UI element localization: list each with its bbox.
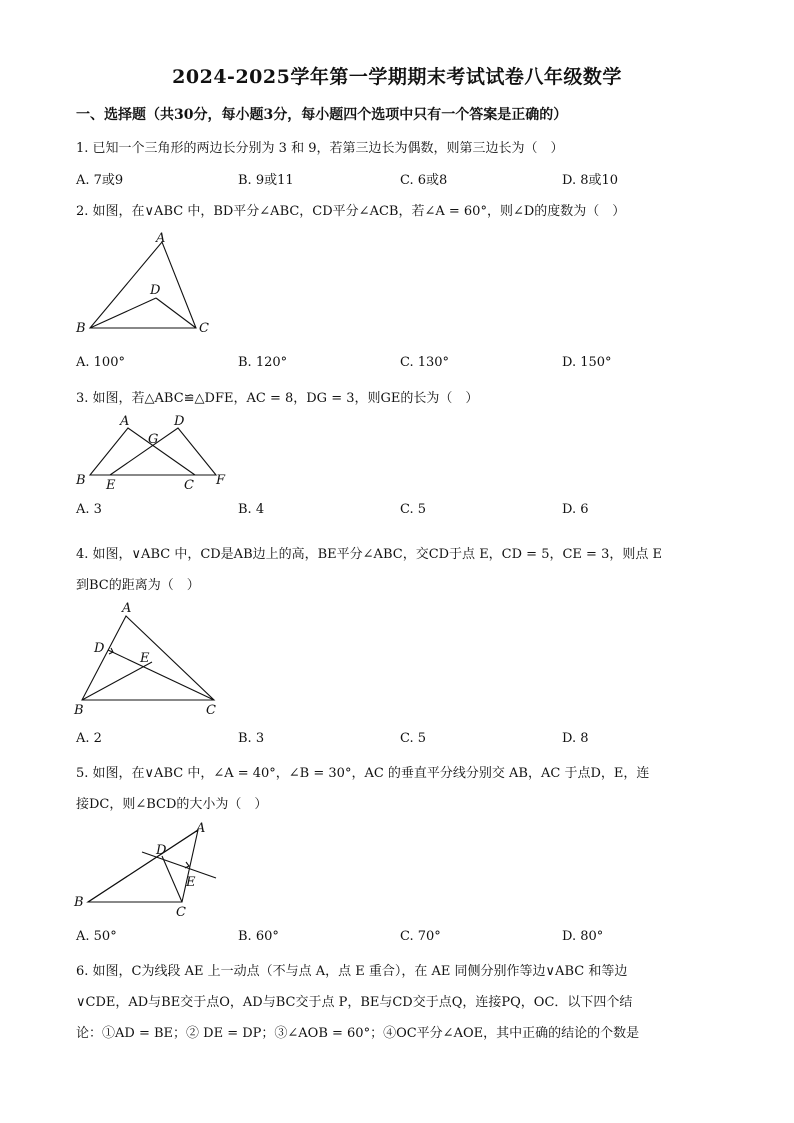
q4-option-d: D. 8 [562,731,589,746]
q5-label-e: E [186,875,196,890]
page-title: 2024-2025学年第一学期期末考试试卷八年级数学 [172,66,622,88]
section-heading: 一、选择题（共30分，每小题3分，每小题四个选项中只有一个答案是正确的） [76,107,568,123]
q4-label-d: D [94,641,105,656]
question-3-stem: 3. 如图，若△ABC≌△DFE，AC = 8，DG = 3，则GE的长为（ ） [76,391,479,406]
q4-label-c: C [206,703,216,718]
q5-option-d: D. 80° [562,929,604,944]
q4-label-e: E [140,651,150,666]
question-5-stem-line2: 接DC，则∠BCD的大小为（ ） [76,797,268,812]
question-6-line1: 6. 如图，C为线段 AE 上一动点（不与点 A，点 E 重合），在 AE 同侧分别作等边∨ABC 和等边 [76,964,628,979]
q2-label-c: C [199,321,209,336]
q1-option-b: B. 9或11 [238,173,294,188]
q5-label-d: D [156,843,167,858]
q5-option-c: C. 70° [400,929,441,944]
q4-label-a: A [122,601,132,616]
q5-option-b: B. 60° [238,929,279,944]
q3-label-d: D [174,414,185,429]
question-6-line3: 论：①AD = BE；② DE = DP；③∠AOB = 60°；④OC平分∠AOE，其中正确的结论的个数是 [76,1026,640,1041]
question-2-stem: 2. 如图，在∨ABC 中，BD平分∠ABC，CD平分∠ACB，若∠A = 60°，则∠D的度数为（ ） [76,204,626,219]
q3-option-c: C. 5 [400,502,427,517]
q5-triangle-figure [70,818,230,918]
q4-option-a: A. 2 [76,731,102,746]
q2-triangle-figure [70,228,220,340]
q3-label-g: G [148,432,159,447]
q4-triangle-figure [70,598,230,718]
q2-label-a: A [156,231,166,246]
q3-label-a: A [120,414,130,429]
q5-label-a: A [196,821,206,836]
q4-option-c: C. 5 [400,731,427,746]
q5-option-a: A. 50° [76,929,117,944]
q3-option-d: D. 6 [562,502,589,517]
question-1-stem: 1. 已知一个三角形的两边长分别为 3 和 9，若第三边长为偶数，则第三边长为（ ） [76,141,564,156]
q2-label-d: D [150,283,161,298]
q2-option-a: A. 100° [76,355,125,370]
q4-option-b: B. 3 [238,731,265,746]
q3-option-b: B. 4 [238,502,265,517]
q3-option-a: A. 3 [76,502,102,517]
q2-label-b: B [76,321,86,336]
q3-label-b: B [76,473,86,488]
q2-option-b: B. 120° [238,355,288,370]
q1-option-a: A. 7或9 [76,173,124,188]
q2-option-d: D. 150° [562,355,612,370]
q3-triangles-figure [70,410,240,495]
q3-label-e: E [106,478,116,493]
q3-label-f: F [216,473,226,488]
question-4-stem-line1: 4. 如图，∨ABC 中，CD是AB边上的高，BE平分∠ABC，交CD于点 E，CD = 5，CE = 3，则点 E [76,547,662,562]
question-6-line2: ∨CDE，AD与BE交于点O，AD与BC交于点 P，BE与CD交于点Q，连接PQ，OC．以下四个结 [76,995,633,1010]
question-4-stem-line2: 到BC的距离为（ ） [76,578,200,593]
q4-label-b: B [74,703,84,718]
q5-label-b: B [74,895,84,910]
q3-label-c: C [184,478,194,493]
question-5-stem-line1: 5. 如图，在∨ABC 中，∠A = 40°，∠B = 30°，AC 的垂直平分线分别交 AB，AC 于点D，E，连 [76,766,650,781]
q5-label-c: C [176,905,186,918]
q1-option-d: D. 8或10 [562,173,619,188]
q2-option-c: C. 130° [400,355,450,370]
q1-option-c: C. 6或8 [400,173,448,188]
